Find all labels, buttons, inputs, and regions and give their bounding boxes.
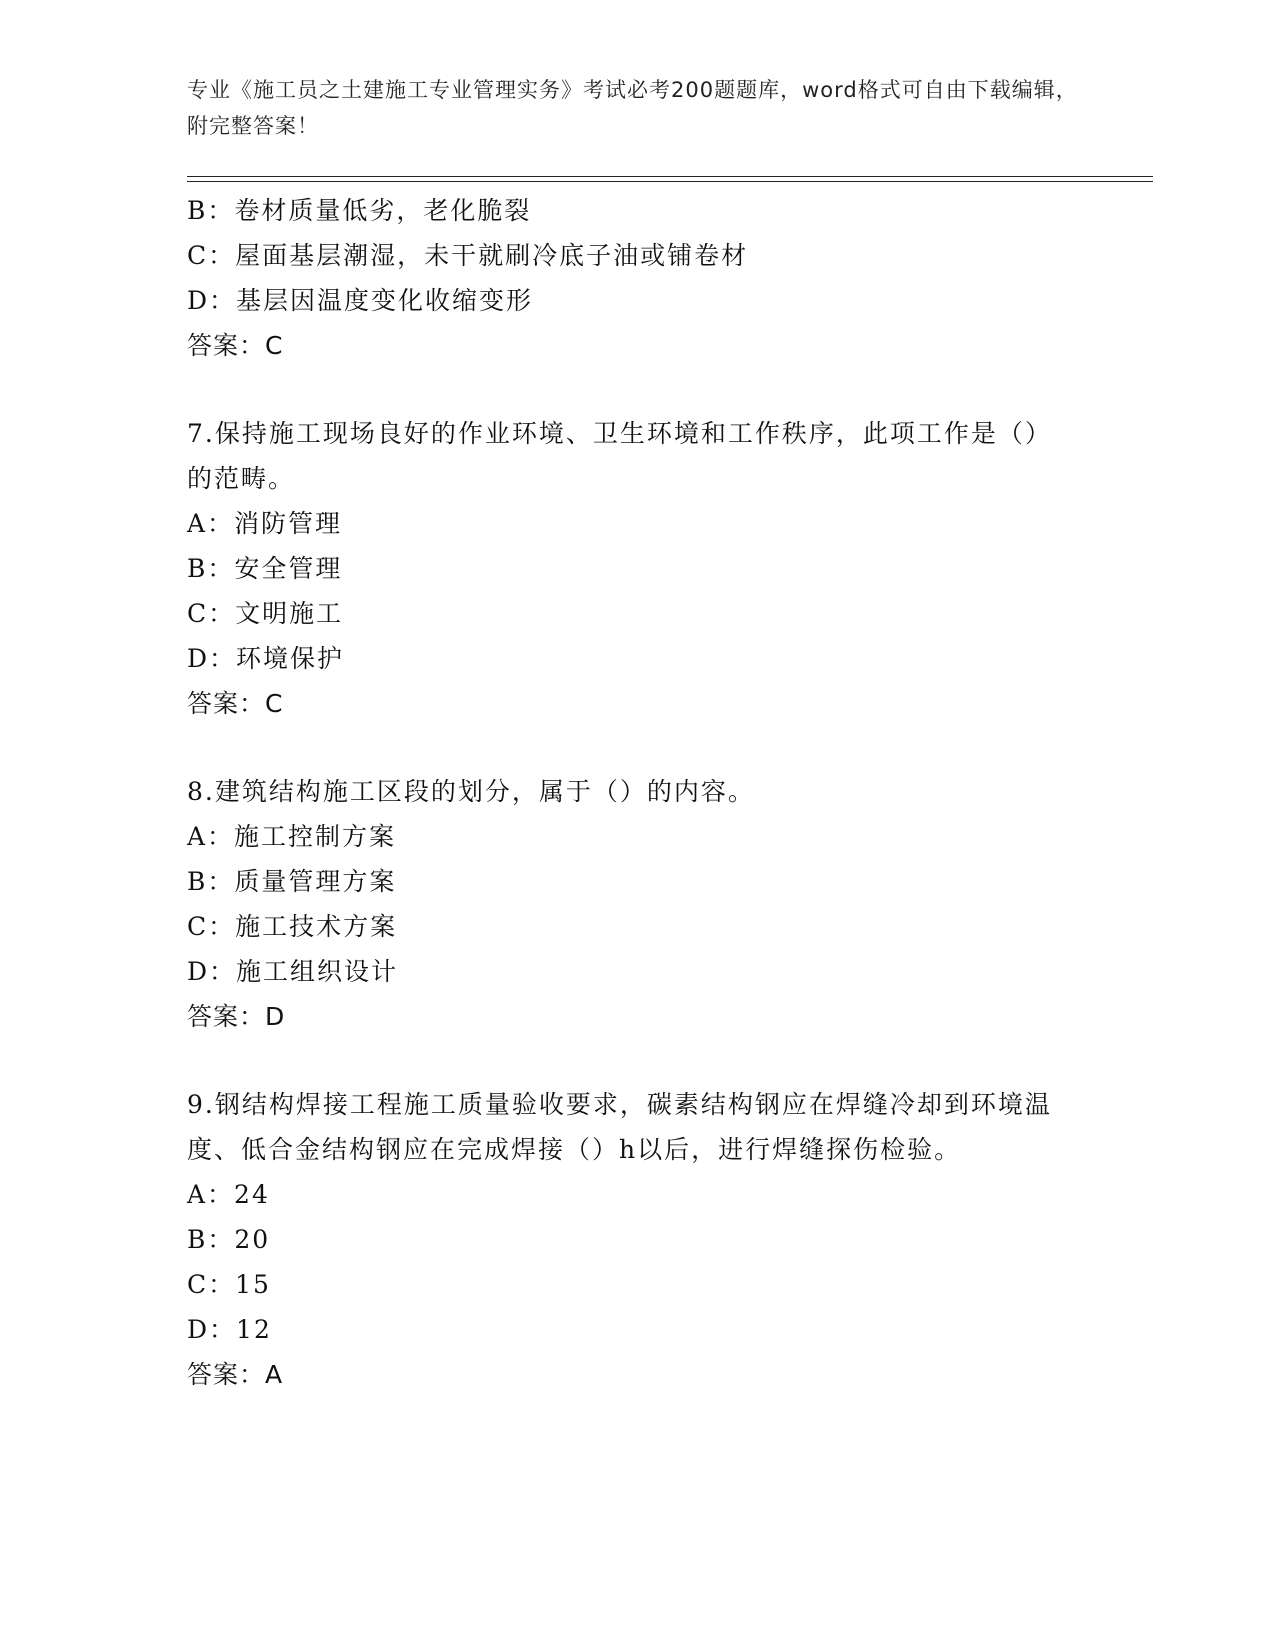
header-rule-bottom xyxy=(187,181,1153,182)
option-b: B：卷材质量低劣，老化脆裂 xyxy=(187,196,532,225)
option-d: D：基层因温度变化收缩变形 xyxy=(187,286,534,315)
option-c: C：施工技术方案 xyxy=(187,912,398,941)
question-text: 9.钢结构焊接工程施工质量验收要求，碳素结构钢应在焊缝冷却到环境温度、低合金结构钢应在完成焊接（）h以后，进行焊缝探伤检验。 xyxy=(187,1090,1052,1164)
header-rule-top xyxy=(187,176,1153,177)
option-a: A：24 xyxy=(187,1180,270,1209)
answer: 答案：C xyxy=(187,331,284,360)
option-a: A：消防管理 xyxy=(187,509,343,538)
answer: 答案：C xyxy=(187,689,284,718)
option-a: A：施工控制方案 xyxy=(187,822,397,851)
question-9 xyxy=(187,1082,1087,1397)
option-d: D：12 xyxy=(187,1315,272,1344)
option-d: D：施工组织设计 xyxy=(187,957,399,986)
partial-question xyxy=(187,188,1087,368)
option-b: B：安全管理 xyxy=(187,554,343,583)
option-b: B：20 xyxy=(187,1225,271,1254)
answer: 答案：D xyxy=(187,1002,286,1031)
question-text: 8.建筑结构施工区段的划分，属于（）的内容。 xyxy=(187,777,755,806)
option-b: B：质量管理方案 xyxy=(187,867,397,896)
document-header: 专业《施工员之土建施工专业管理实务》考试必考200题题库，word格式可自由下载编辑，附完整答案！ xyxy=(187,78,1078,138)
question-7 xyxy=(187,411,1087,726)
option-d: D：环境保护 xyxy=(187,644,345,673)
answer: 答案：A xyxy=(187,1360,284,1389)
question-8 xyxy=(187,769,1087,1039)
option-c: C：屋面基层潮湿，未干就刷冷底子油或铺卷材 xyxy=(187,241,749,270)
option-c: C：文明施工 xyxy=(187,599,344,628)
question-text: 7.保持施工现场良好的作业环境、卫生环境和工作秩序，此项工作是（）的范畴。 xyxy=(187,419,1052,493)
option-c: C：15 xyxy=(187,1270,271,1299)
question-content xyxy=(187,188,1087,1397)
